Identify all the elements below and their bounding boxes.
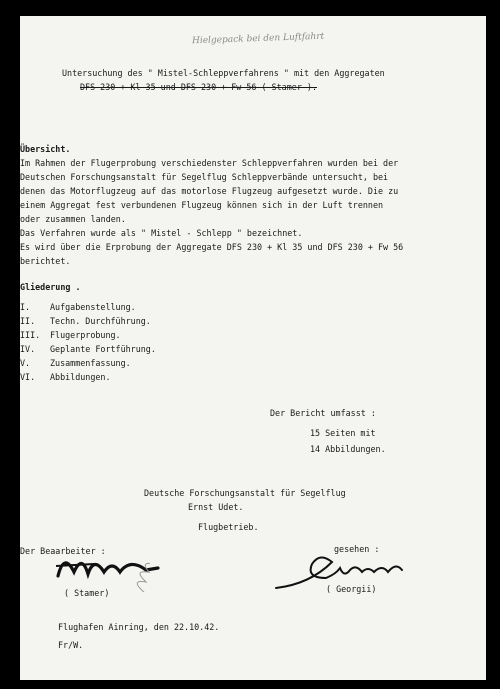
outline-item <box>20 344 260 354</box>
seen-name: ( Georgii) <box>326 584 377 594</box>
overview-line: berichtet. <box>20 256 71 266</box>
author-name: ( Stamer) <box>64 588 110 598</box>
outline-item-text: Zusammenfassung. <box>50 358 131 368</box>
overview-line: Das Verfahren wurde als " Mistel - Schlepp " bezeichnet. <box>20 228 303 238</box>
overview-line: Im Rahmen der Flugerprobung verschiedenster Schleppverfahren wurden bei der <box>20 158 399 168</box>
outline-item-text: Flugerprobung. <box>50 330 121 340</box>
outline-item <box>20 358 260 368</box>
outline-item-number: IV. <box>20 344 36 354</box>
outline-heading: Gliederung . <box>20 282 81 292</box>
report-page-count: 15 Seiten mit <box>310 428 376 438</box>
outline-item <box>20 372 260 382</box>
seen-label: gesehen : <box>334 544 380 554</box>
place-date: Flughafen Ainring, den 22.10.42. <box>58 622 220 632</box>
document-page <box>20 16 486 680</box>
outline-item-text: Techn. Durchführung. <box>50 316 151 326</box>
overview-line: einem Aggregat fest verbundenen Flugzeug können sich in der Luft trennen <box>20 200 384 210</box>
outline-item-number: VI. <box>20 372 36 382</box>
overview-line: denen das Motorflugzeug auf das motorlose Flugzeug aufgesetzt wurde. Die zu <box>20 186 399 196</box>
outline-item-text: Aufgabenstellung. <box>50 302 136 312</box>
institute-person: Ernst Udet. <box>188 502 244 512</box>
pencil-initials <box>124 558 160 592</box>
institute-name: Deutsche Forschungsanstalt für Segelflug <box>144 488 346 498</box>
outline-item <box>20 302 260 312</box>
overview-line: Deutschen Forschungsanstalt für Segelflug Schleppverbände untersucht, bei <box>20 172 389 182</box>
report-title-line-1: Untersuchung des " Mistel-Schleppverfahrens " mit den Aggregaten <box>62 68 385 78</box>
outline-item <box>20 316 260 326</box>
overview-line: Es wird über die Erprobung der Aggregate DFS 230 + Kl 35 und DFS 230 + Fw 56 <box>20 242 404 252</box>
outline-item-text: Abbildungen. <box>50 372 111 382</box>
report-extent-label: Der Bericht umfasst : <box>270 408 376 418</box>
report-title-line-2: DFS 230 + Kl 35 und DFS 230 + Fw 56 ( Stamer ). <box>80 82 317 92</box>
outline-item-text: Geplante Fortführung. <box>50 344 156 354</box>
outline-item-number: I. <box>20 302 31 312</box>
institute-department: Flugbetrieb. <box>198 522 259 532</box>
outline-item <box>20 330 260 340</box>
outline-item-number: V. <box>20 358 31 368</box>
report-figure-count: 14 Abbildungen. <box>310 444 386 454</box>
outline-item-number: III. <box>20 330 41 340</box>
handwritten-header-note: Hielgepack bei den Luftfahrt <box>191 31 325 47</box>
author-label: Der Beaarbeiter : <box>20 546 106 556</box>
overview-line: oder zusammen landen. <box>20 214 126 224</box>
outline-item-number: II. <box>20 316 36 326</box>
overview-heading: Übersicht. <box>20 144 71 154</box>
reference-initials: Fr/W. <box>58 640 84 650</box>
